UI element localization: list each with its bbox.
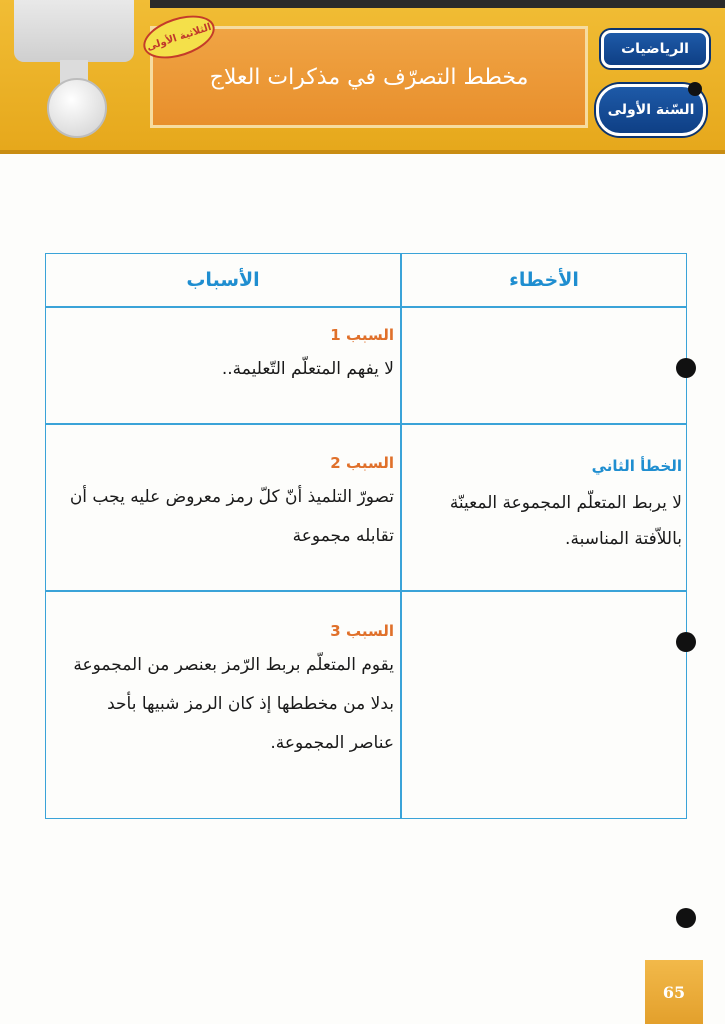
binder-hole-dot [676,358,696,378]
table-row-divider [46,306,686,308]
year-label: السّنة الأولى [596,84,706,136]
table-row-1-error [416,314,688,324]
header-errors: الأخطاء [509,269,579,291]
table-row-divider [46,423,686,425]
page-number: 65 [645,960,703,1024]
table-column-divider [400,254,402,818]
table-row-3-cause [60,622,400,763]
error-label: الخطأ الثاني [591,457,682,475]
remediation-table [45,253,687,819]
header-causes: الأسباب [186,269,260,291]
cause-text: يقوم المتعلّم بربط الرّمز بعنصر من المجموعة بدلا من مخططها إذ كان الرمز شبيها بأحد عناصر المجموعة. [73,655,394,753]
binder-tab-bar [14,0,134,62]
binder-tab-graphic [0,0,140,130]
cause-label: السبب 3 [330,622,394,640]
binder-tab-knob [47,78,107,138]
cause-label: السبب 2 [330,454,394,472]
page-title: مخطط التصرّف في مذكرات العلاج [209,64,529,90]
cause-text: لا يفهم المتعلّم التّعليمة.. [221,359,394,379]
error-text: لا يربط المتعلّم المجموعة المعينّة باللاّفتة المناسبة. [449,493,682,549]
binder-hole-dot [688,82,702,96]
term-badge: الثلاثية الأولى [138,7,220,66]
table-row-3-error [416,604,688,614]
binder-hole-dot [676,632,696,652]
table-row-2-error [426,457,688,557]
binder-hole-dot [676,908,696,928]
table-row-1-cause [60,326,400,389]
subject-label: الرياضيات [601,30,709,68]
cause-label: السبب 1 [330,326,394,344]
table-row-divider [46,590,686,592]
cause-text: تصورّ التلميذ أنّ كلّ رمز معروض عليه يجب أن تقابله مجموعة [69,487,394,546]
title-box [150,26,588,128]
table-row-2-cause [60,454,400,556]
